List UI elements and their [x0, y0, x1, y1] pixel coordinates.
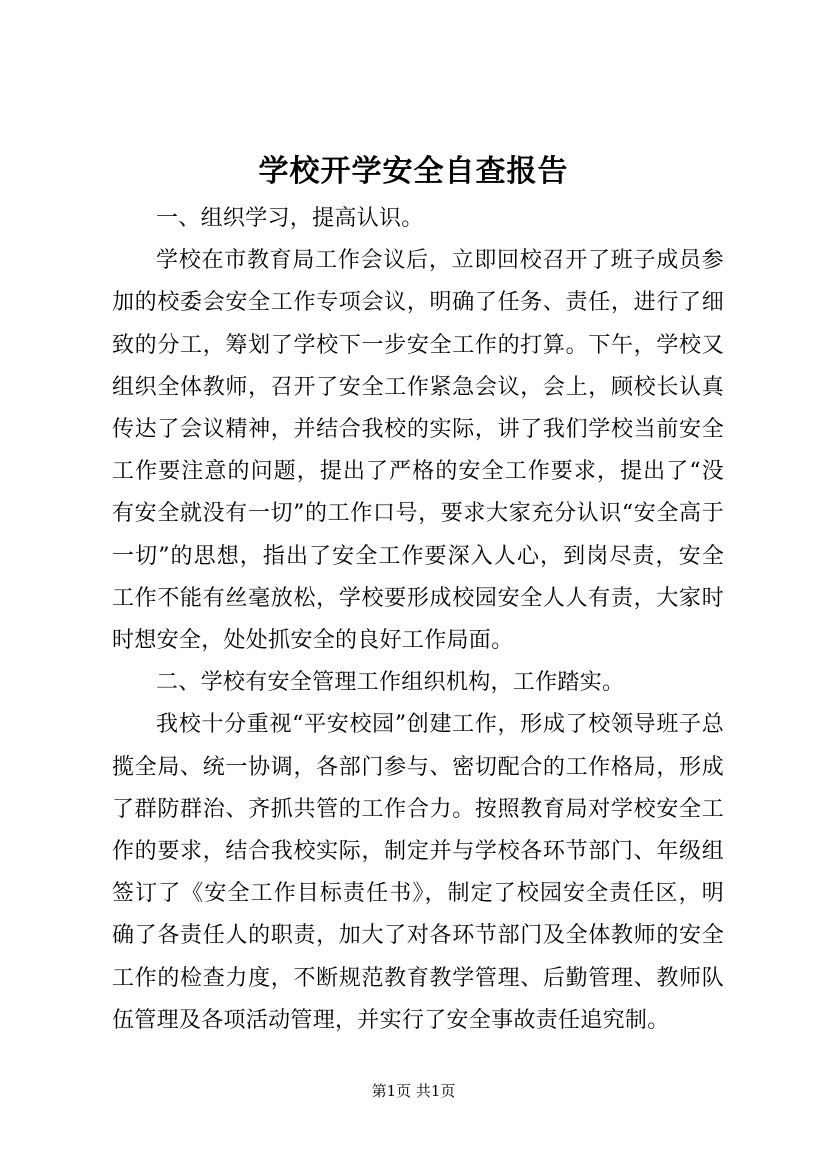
document-title: 学校开学安全自查报告: [258, 154, 569, 189]
paragraph-1: 学校在市教育局工作会议后，立即回校召开了班子成员参加的校委会安全工作专项会议，明确了任务、责任，进行了细致的分工，筹划了学校下一步安全工作的打算。下午，学校又组织全体教师，召开了安全工作紧急会议，会上，顾校长认真传达了会议精神，并结合我校的实际，讲了我们学校当前安全工作要注意的问题，提出了严格的安全工作要求，提出了“没有安全就没有一切”的工作口号，要求大家充分认识“安全高于一切”的思想，指出了安全工作要深入人心，到岗尽责，安全工作不能有丝毫放松，学校要形成校园安全人人有责，大家时时想安全，处处抓安全的良好工作局面。: [112, 248, 724, 654]
section-heading-1: 一、组织学习，提高认识。: [156, 206, 424, 231]
page-footer: 第1页 共1页: [371, 1082, 456, 1100]
document-body: [112, 198, 724, 1042]
section-heading-2: 二、学校有安全管理工作组织机构，工作踏实。: [156, 670, 625, 696]
paragraph-2: 我校十分重视“平安校园”创建工作，形成了校领导班子总揽全局、统一协调，各部门参与、密切配合的工作格局，形成了群防群治、齐抓共管的工作合力。按照教育局对学校安全工作的要求，结合我校实际，制定并与学校各环节部门、年级组签订了《安全工作目标责任书》，制定了校园安全责任区，明确了各责任人的职责，加大了对各环节部门及全体教师的安全工作的检查力度，不断规范教育教学管理、后勤管理、教师队伍管理及各项活动管理，并实行了安全事故责任追究制。: [112, 712, 724, 1033]
